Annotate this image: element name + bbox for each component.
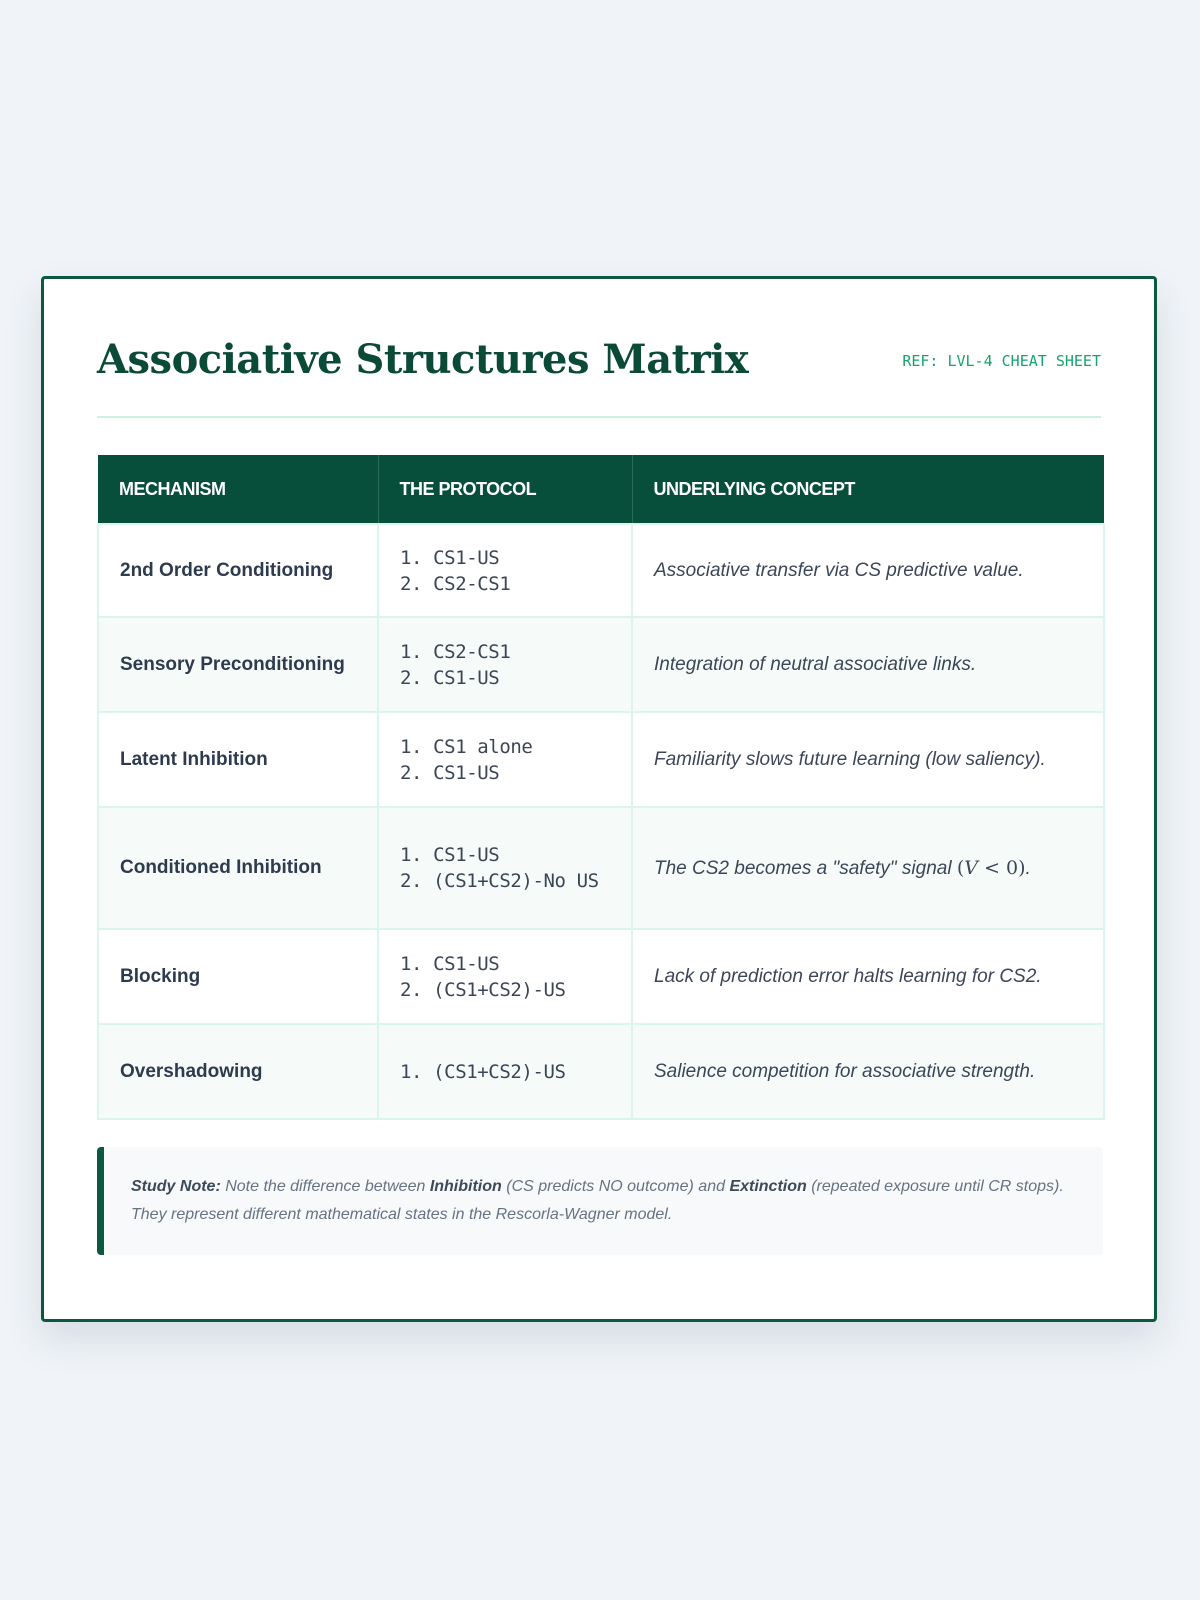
protocol-cell bbox=[378, 524, 632, 617]
page-title: Associative Structures Matrix bbox=[97, 336, 749, 383]
mechanism-cell: Overshadowing bbox=[98, 1024, 378, 1119]
concept-cell: Lack of prediction error halts learning for CS2. bbox=[632, 929, 1104, 1024]
protocol-cell bbox=[378, 712, 632, 807]
table-row bbox=[98, 524, 1104, 617]
table-row bbox=[98, 617, 1104, 712]
protocol-step: 1. CS1-US bbox=[400, 952, 500, 975]
study-note-lead: Study Note: bbox=[131, 1178, 221, 1195]
mechanism-cell: Latent Inhibition bbox=[98, 712, 378, 807]
card-header bbox=[97, 279, 1101, 418]
math-expression: (V < 0) bbox=[956, 856, 1026, 879]
protocol-step: 2. CS1-US bbox=[400, 666, 500, 689]
table-header-row bbox=[98, 455, 1104, 524]
study-note-term-extinction: Extinction bbox=[729, 1178, 807, 1195]
table-row bbox=[98, 1024, 1104, 1119]
table-row bbox=[98, 807, 1104, 929]
protocol-step: 2. (CS1+CS2)-US bbox=[400, 978, 566, 1001]
concept-text: The CS2 becomes a "safety" signal bbox=[654, 857, 952, 879]
study-note-text: (repeated exposure until CR stops). They represent different mathematical states in the Rescorla-Wagner model. bbox=[131, 1178, 1064, 1223]
column-header-protocol: THE PROTOCOL bbox=[378, 455, 632, 524]
reference-label: REF: LVL-4 CHEAT SHEET bbox=[902, 352, 1101, 370]
study-note-text: (CS predicts NO outcome) and bbox=[501, 1178, 730, 1195]
math-relation: < 0 bbox=[978, 856, 1019, 879]
protocol-step: 2. CS1-US bbox=[400, 761, 500, 784]
associative-matrix-table bbox=[97, 455, 1105, 1120]
protocol-step: 2. (CS1+CS2)-No US bbox=[400, 870, 599, 892]
mechanism-cell: 2nd Order Conditioning bbox=[98, 524, 378, 617]
table-row bbox=[98, 712, 1104, 807]
protocol-step: 1. CS1-US bbox=[400, 844, 500, 866]
study-note-term-inhibition: Inhibition bbox=[429, 1178, 502, 1195]
mechanism-cell: Sensory Preconditioning bbox=[98, 617, 378, 712]
concept-cell: Integration of neutral associative links. bbox=[632, 617, 1104, 712]
protocol-step: 1. CS2-CS1 bbox=[400, 640, 511, 663]
concept-cell: Familiarity slows future learning (low saliency). bbox=[632, 712, 1104, 807]
protocol-step: 1. (CS1+CS2)-US bbox=[400, 1060, 566, 1083]
concept-cell: Salience competition for associative strength. bbox=[632, 1024, 1104, 1119]
concept-tail: . bbox=[1025, 857, 1031, 879]
protocol-cell bbox=[378, 929, 632, 1024]
study-note-text: Note the difference between bbox=[220, 1178, 430, 1195]
math-variable: V bbox=[964, 856, 979, 879]
mechanism-cell: Conditioned Inhibition bbox=[98, 807, 378, 929]
protocol-cell bbox=[378, 617, 632, 712]
protocol-cell bbox=[378, 1024, 632, 1119]
concept-cell: Associative transfer via CS predictive value. bbox=[632, 524, 1104, 617]
column-header-mechanism: MECHANISM bbox=[98, 455, 378, 524]
protocol-step: 1. CS1-US bbox=[400, 546, 500, 569]
column-header-concept: UNDERLYING CONCEPT bbox=[632, 455, 1104, 524]
protocol-step: 1. CS1 alone bbox=[400, 735, 533, 758]
study-note bbox=[97, 1147, 1103, 1255]
concept-cell bbox=[632, 807, 1104, 929]
mechanism-cell: Blocking bbox=[98, 929, 378, 1024]
protocol-cell bbox=[378, 807, 632, 929]
protocol-step: 2. CS2-CS1 bbox=[400, 572, 511, 595]
table-row bbox=[98, 929, 1104, 1024]
